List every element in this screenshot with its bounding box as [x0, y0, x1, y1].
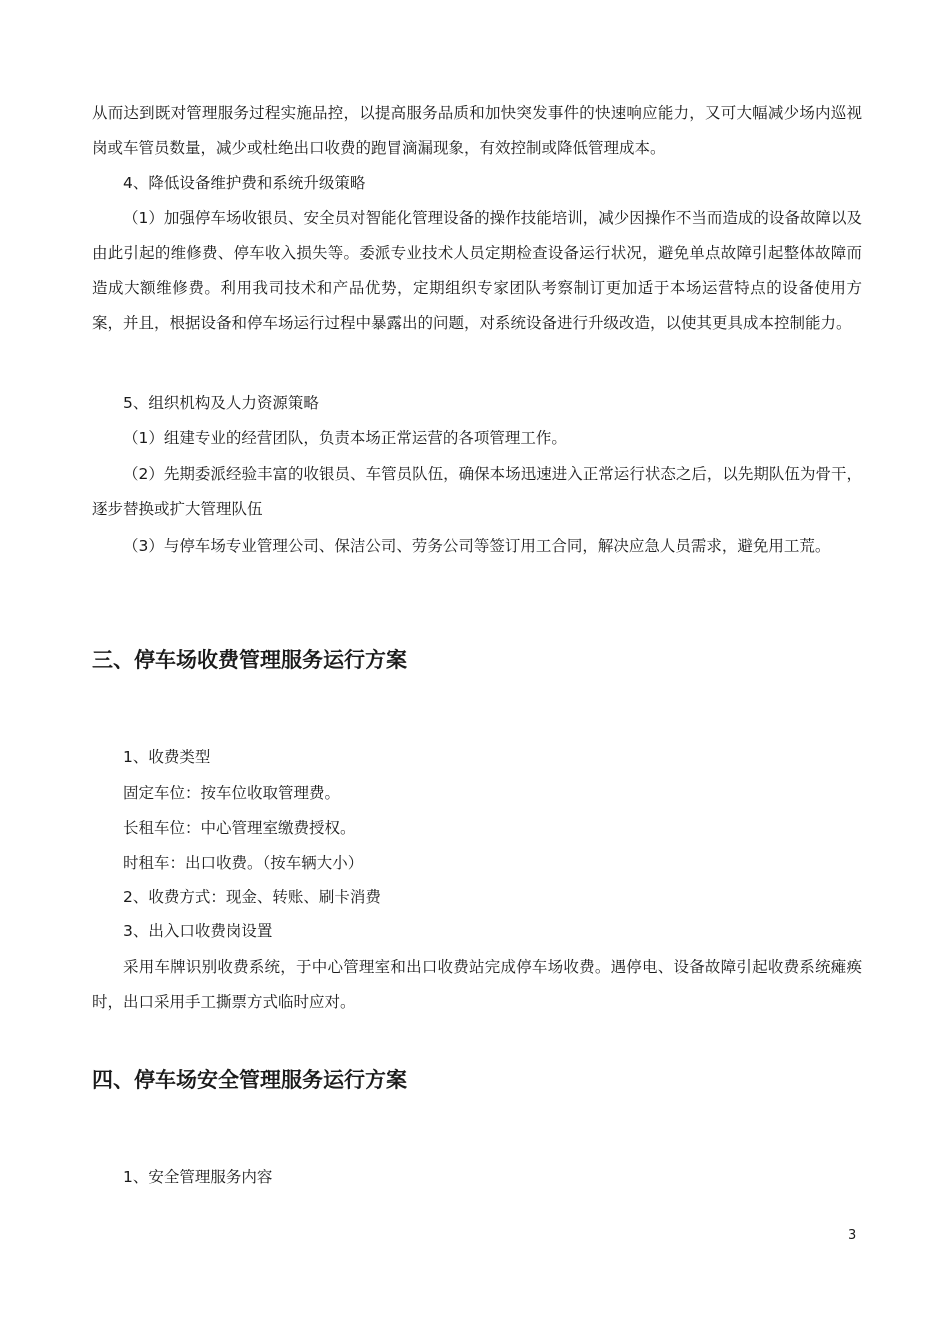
- paragraph-5-1: （1）组建专业的经营团队，负责本场正常运营的各项管理工作。: [123, 429, 567, 447]
- fee-hourly-parking: 时租车：出口收费。（按车辆大小）: [123, 854, 364, 872]
- section-4-heading: 四、停车场安全管理服务运行方案: [92, 1068, 407, 1092]
- section-3-item-1: 1、收费类型: [123, 748, 211, 766]
- subsection-5-title: 5、组织机构及人力资源策略: [123, 394, 319, 412]
- section-3-heading: 三、停车场收费管理服务运行方案: [92, 648, 407, 672]
- fee-long-term-space: 长租车位：中心管理室缴费授权。: [123, 819, 356, 837]
- paragraph-5-3: （3）与停车场专业管理公司、保洁公司、劳务公司等签订用工合同，解决应急人员需求，避免用工荒。: [123, 537, 831, 555]
- subsection-4-title: 4、降低设备维护费和系统升级策略: [123, 174, 366, 192]
- paragraph-4-1: （1）加强停车场收银员、安全员对智能化管理设备的操作技能培训，减少因操作不当而造成的设备故障以及由此引起的维修费、停车收入损失等。委派专业技术人员定期检查设备运行状况，避免单点故障引起整体故障而造成大额维修费。利用我司技术和产品优势，定期组织专家团队考察制订更加适于本场运营特点的设备使用方案，并且，根据设备和停车场运行过程中暴露出的问题，对系统设备进行升级改造，以使其更具成本控制能力。: [92, 209, 862, 332]
- section-3-item-2: 2、收费方式：现金、转账、刷卡消费: [123, 888, 381, 906]
- page-number: 3: [848, 1228, 857, 1243]
- section-3-item-3: 3、出入口收费岗设置: [123, 922, 273, 940]
- section-4-item-1: 1、安全管理服务内容: [123, 1168, 273, 1186]
- paragraph-5-2: （2）先期委派经验丰富的收银员、车管员队伍，确保本场迅速进入正常运行状态之后，以先期队伍为骨干，逐步替换或扩大管理队伍: [92, 465, 862, 518]
- paragraph-toll-booth: 采用车牌识别收费系统，于中心管理室和出口收费站完成停车场收费。遇停电、设备故障引起收费系统瘫痪时，出口采用手工撕票方式临时应对。: [92, 958, 862, 1011]
- fee-fixed-space: 固定车位：按车位收取管理费。: [123, 784, 341, 802]
- paragraph-quality-control: 从而达到既对管理服务过程实施品控，以提高服务品质和加快突发事件的快速响应能力，又可大幅减少场内巡视岗或车管员数量，减少或杜绝出口收费的跑冒滴漏现象，有效控制或降低管理成本。: [92, 104, 862, 157]
